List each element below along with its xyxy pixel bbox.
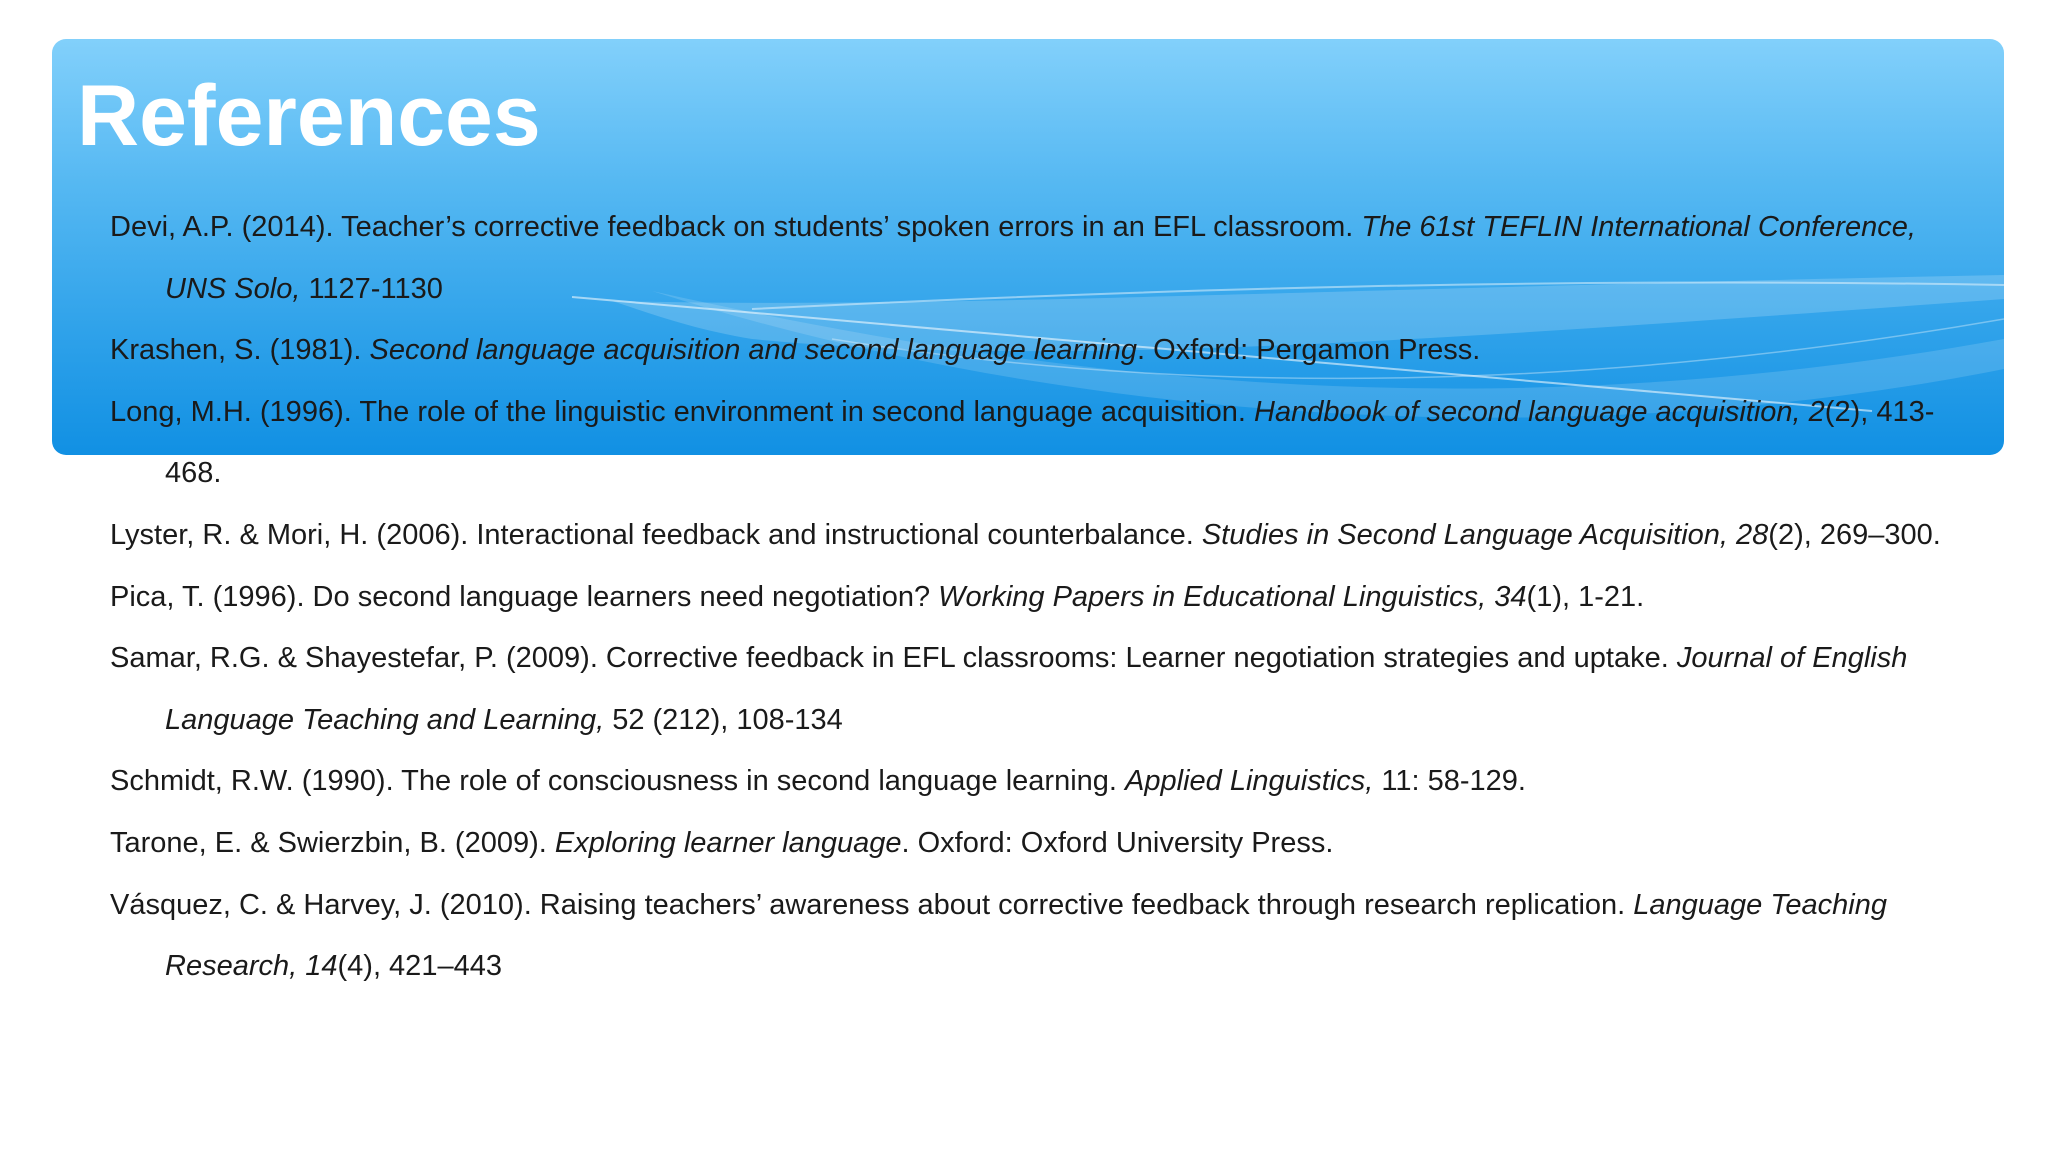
reference-pages: 11: 58-129. [1373, 765, 1526, 798]
reference-text: Tarone, E. & Swierzbin, B. (2009). [110, 826, 555, 859]
reference-pages: (2), 413-468. [165, 395, 1935, 490]
reference-item [110, 320, 1970, 382]
reference-source: Studies in Second Language Acquisition, 28 [1201, 518, 1769, 551]
reference-text: Devi, A.P. (2014). Teacher’s corrective feedback on students’ spoken errors in an EFL classroom. [110, 211, 1362, 243]
reference-pages: (1), 1-21. [1526, 580, 1645, 613]
reference-text: Samar, R.G. & Shayestefar, P. (2009). Corrective feedback in EFL classrooms: Learner negotiation strategies and uptake. [110, 642, 1677, 675]
reference-item [110, 197, 1970, 320]
reference-item [110, 382, 1970, 505]
reference-item [110, 505, 1970, 567]
reference-pages: 52 (212), 108-134 [604, 703, 843, 736]
reference-pages: (2), 269–300. [1768, 518, 1941, 551]
slide-title: References [77, 68, 541, 164]
reference-source: Second language acquisition and second language learning [369, 334, 1138, 367]
reference-text: Lyster, R. & Mori, H. (2006). Interactional feedback and instructional counterbalance. [110, 518, 1202, 551]
reference-source: Journal of English Language Teaching and Learning, [165, 642, 1908, 736]
reference-pages: 1127-1130 [300, 272, 443, 305]
reference-pages: . Oxford: Oxford University Press. [901, 826, 1334, 859]
reference-text: Schmidt, R.W. (1990). The role of consciousness in second language learning. [110, 765, 1126, 798]
reference-source: Applied Linguistics, [1125, 765, 1374, 798]
reference-item [110, 628, 1970, 751]
reference-source: Working Papers in Educational Linguistics, 34 [938, 580, 1527, 613]
reference-source: Handbook of second language acquisition, 2 [1254, 395, 1825, 428]
reference-pages: (4), 421–443 [337, 950, 502, 983]
reference-source: Language Teaching Research, 14 [165, 888, 1887, 983]
reference-text: Long, M.H. (1996). The role of the linguistic environment in second language acquisition. [110, 395, 1255, 428]
reference-list [110, 197, 1970, 998]
reference-text: Vásquez, C. & Harvey, J. (2010). Raising teachers’ awareness about corrective feedback through research replication. [110, 888, 1634, 921]
reference-item [110, 567, 1970, 629]
reference-pages: . Oxford: Pergamon Press. [1137, 334, 1481, 367]
reference-item [110, 875, 1970, 998]
reference-item [110, 751, 1970, 813]
reference-source: The 61st TEFLIN International Conference, UNS Solo, [165, 211, 1916, 305]
reference-text: Pica, T. (1996). Do second language learners need negotiation? [110, 580, 939, 613]
reference-source: Exploring learner language [554, 826, 902, 859]
reference-text: Krashen, S. (1981). [110, 334, 370, 367]
reference-item [110, 813, 1970, 875]
